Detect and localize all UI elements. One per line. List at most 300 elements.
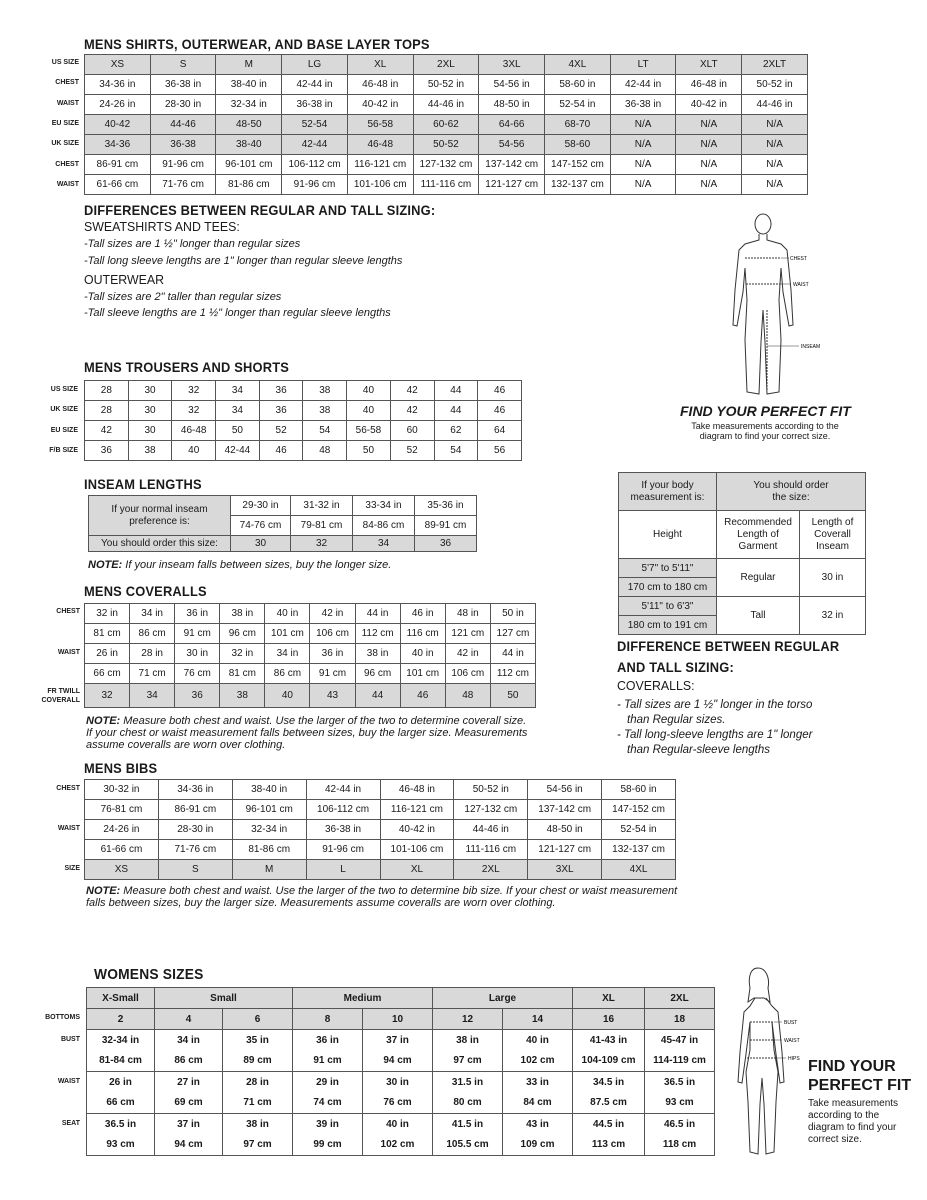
inseam-in-cell: 29-30 in — [231, 496, 291, 516]
coveralls-cell: 34 — [130, 684, 175, 708]
coveralls-size-table — [84, 603, 536, 708]
coveralls-cell: 81 cm — [220, 664, 265, 684]
womens-cell: 18 — [645, 1009, 715, 1030]
coveralls-cell: 86 cm — [265, 664, 310, 684]
inseam-in-cell: 33-34 in — [353, 496, 415, 516]
coveralls-cell: 32 — [85, 684, 130, 708]
fit-men-line-1: Take measurements according to the — [691, 421, 839, 431]
coveralls-cell: 42 in — [310, 604, 355, 624]
shirts-cell: 50-52 — [413, 135, 479, 155]
bibs-cell: 3XL — [528, 860, 602, 880]
shirts-cell: 61-66 cm — [85, 175, 151, 195]
shirts-cell: N/A — [610, 155, 676, 175]
bibs-cell: 116-121 cm — [380, 800, 454, 820]
trousers-cell: 30 — [128, 381, 172, 401]
womens-cell: 34 in — [155, 1030, 223, 1051]
cov-fr-label-2: COVERALL — [41, 697, 80, 704]
shirts-cell: 40-42 — [85, 115, 151, 135]
shirts-cell: 36-38 in — [150, 75, 216, 95]
womens-cell: 105.5 cm — [433, 1135, 503, 1156]
coveralls-cell: 112 cm — [355, 624, 400, 644]
shirts-cell: 32-34 in — [216, 95, 282, 115]
shirts-cell: 46-48 in — [347, 75, 413, 95]
womens-cell: 104-109 cm — [573, 1051, 645, 1072]
cov-r1a: 5'7" to 5'11" — [619, 559, 717, 578]
men-waist-label: WAIST — [793, 282, 809, 288]
womens-cell: 97 cm — [223, 1135, 293, 1156]
coveralls-cell: 91 cm — [175, 624, 220, 644]
bibs-cell: 24-26 in — [85, 820, 159, 840]
diff-outer-line-2: -Tall sleeve lengths are 1 ½" longer than regular sleeve lengths — [84, 307, 391, 319]
womens-cell: 29 in — [293, 1072, 363, 1093]
cov-r1-garment: Regular — [717, 559, 800, 597]
shirts-cell: 106-112 cm — [282, 155, 348, 175]
bibs-cell: 34-36 in — [158, 780, 232, 800]
shirts-cell: 24-26 in — [85, 95, 151, 115]
womens-size-table — [86, 987, 715, 1156]
trousers-cell: 60 — [390, 421, 434, 441]
bibs-cell: 81-86 cm — [232, 840, 306, 860]
shirts-cell: LT — [610, 55, 676, 75]
womens-cell: 31.5 in — [433, 1072, 503, 1093]
womens-cell: 36 in — [293, 1030, 363, 1051]
womens-cell: 37 in — [363, 1030, 433, 1051]
coveralls-cell: 38 — [220, 684, 265, 708]
coveralls-note — [86, 715, 606, 751]
coveralls-cell: 43 — [310, 684, 355, 708]
bibs-cell: 50-52 in — [454, 780, 528, 800]
trousers-cell: 40 — [172, 441, 216, 461]
coveralls-cell: 40 in — [265, 604, 310, 624]
w-bust-label: BUST — [60, 1036, 80, 1043]
bibs-cell: 4XL — [602, 860, 676, 880]
coveralls-cell: 48 in — [445, 604, 490, 624]
trousers-cell: 34 — [216, 381, 260, 401]
shirts-cell: 101-106 cm — [347, 175, 413, 195]
womens-cell: 41-43 in — [573, 1030, 645, 1051]
trousers-cell: 36 — [259, 401, 303, 421]
coveralls-cell: 30 in — [175, 644, 220, 664]
trousers-cell: 54 — [303, 421, 347, 441]
coveralls-cell: 106 cm — [310, 624, 355, 644]
womens-cell: 94 cm — [155, 1135, 223, 1156]
womens-cell: 102 cm — [363, 1135, 433, 1156]
shirts-cell: N/A — [742, 135, 808, 155]
diff-title: DIFFERENCES BETWEEN REGULAR AND TALL SIZING: — [84, 202, 436, 218]
coveralls-cell: 40 — [265, 684, 310, 708]
shirts-size-table — [84, 54, 808, 195]
coveralls-cell: 42 in — [445, 644, 490, 664]
coveralls-cell: 46 in — [400, 604, 445, 624]
bibs-cell: 52-54 in — [602, 820, 676, 840]
trousers-cell: 30 — [128, 401, 172, 421]
inseam-title: INSEAM LENGTHS — [84, 476, 202, 492]
shirts-cell: 46-48 — [347, 135, 413, 155]
womens-cell: 91 cm — [293, 1051, 363, 1072]
shirts-cell: 116-121 cm — [347, 155, 413, 175]
bibs-cell: 61-66 cm — [85, 840, 159, 860]
trousers-cell: 36 — [85, 441, 129, 461]
shirts-cell: 52-54 — [282, 115, 348, 135]
trousers-cell: 52 — [390, 441, 434, 461]
coveralls-cell: 76 cm — [175, 664, 220, 684]
bibs-cell: XL — [380, 860, 454, 880]
trousers-cell: 62 — [434, 421, 478, 441]
bibs-cell: 101-106 cm — [380, 840, 454, 860]
cov-col-garment: Recommended Length of Garment — [717, 511, 800, 559]
coveralls-cell: 44 in — [490, 644, 535, 664]
trousers-cell: 44 — [434, 381, 478, 401]
coveralls-cell: 36 in — [175, 604, 220, 624]
inseam-order-cell: 34 — [353, 536, 415, 552]
coveralls-cell: 96 cm — [355, 664, 400, 684]
cov-col-height: Height — [619, 511, 717, 559]
trousers-row-label: US SIZE — [50, 386, 78, 393]
bibs-cell: 58-60 in — [602, 780, 676, 800]
trousers-cell: 42 — [390, 401, 434, 421]
womens-cell: 71 cm — [223, 1093, 293, 1114]
coveralls-cell: 32 in — [85, 604, 130, 624]
womens-cell: 46.5 in — [645, 1114, 715, 1135]
bibs-cell: 36-38 in — [306, 820, 380, 840]
coveralls-cell: 116 cm — [400, 624, 445, 644]
inseam-pref-label: If your normal inseam preference is: — [89, 496, 231, 536]
womens-cell: 35 in — [223, 1030, 293, 1051]
coveralls-cell: 48 — [445, 684, 490, 708]
coveralls-cell: 36 in — [310, 644, 355, 664]
shirts-row-label: CHEST — [55, 79, 79, 87]
bibs-cell: 147-152 cm — [602, 800, 676, 820]
trousers-cell: 46 — [259, 441, 303, 461]
shirts-cell: 34-36 in — [85, 75, 151, 95]
fit-women-title-1: FIND YOUR — [808, 1058, 896, 1075]
inseam-order-cell: 30 — [231, 536, 291, 552]
shirts-cell: XLT — [676, 55, 742, 75]
shirts-cell: XS — [85, 55, 151, 75]
shirts-cell: 34-36 — [85, 135, 151, 155]
bibs-cell: 96-101 cm — [232, 800, 306, 820]
bibs-cell: 2XL — [454, 860, 528, 880]
womens-cell: 45-47 in — [645, 1030, 715, 1051]
coveralls-title: MENS COVERALLS — [84, 583, 207, 599]
womens-cell: 14 — [503, 1009, 573, 1030]
fit-women-block — [808, 1057, 918, 1146]
women-waist-label: WAIST — [784, 1038, 800, 1044]
inseam-note-bold: NOTE: — [88, 559, 123, 571]
coveralls-cell: 28 in — [130, 644, 175, 664]
shirts-row-label: WAIST — [56, 99, 79, 107]
bibs-cell: 132-137 cm — [602, 840, 676, 860]
trousers-cell: 56-58 — [347, 421, 391, 441]
womens-cell: 40 in — [503, 1030, 573, 1051]
coveralls-cell: 86 cm — [130, 624, 175, 644]
shirts-cell: M — [216, 55, 282, 75]
shirts-cell: 137-142 cm — [479, 155, 545, 175]
w-seat-label: SEAT — [61, 1120, 80, 1127]
bibs-cell: 86-91 cm — [158, 800, 232, 820]
fit-men-title: FIND YOUR PERFECT FIT — [680, 403, 851, 419]
womens-cell: 86 cm — [155, 1051, 223, 1072]
coveralls-cell: 101 cm — [400, 664, 445, 684]
bibs-cell: 44-46 in — [454, 820, 528, 840]
women-body-diagram — [728, 962, 808, 1162]
cov-waist-label: WAIST — [57, 649, 80, 656]
shirts-row-label: UK SIZE — [51, 140, 79, 148]
cov-diff-line-1: - Tall sizes are 1 ½" longer in the torso — [617, 699, 813, 711]
shirts-cell: LG — [282, 55, 348, 75]
bibs-cell: XS — [85, 860, 159, 880]
bibs-title: MENS BIBS — [84, 760, 158, 776]
shirts-cell: 50-52 in — [413, 75, 479, 95]
bibs-cell: 137-142 cm — [528, 800, 602, 820]
coveralls-cell: 38 in — [220, 604, 265, 624]
inseam-note-text: If your inseam falls between sizes, buy the longer size. — [122, 559, 392, 571]
men-body-diagram — [715, 210, 835, 400]
diff-sweat-line-1: -Tall sizes are 1 ½" longer than regular sizes — [84, 238, 301, 250]
bibs-note-1: Measure both chest and waist. Use the larger of the two to determine bib size. If your chest or waist measurement — [120, 885, 678, 897]
shirts-cell: N/A — [676, 175, 742, 195]
cov-note-bold: NOTE: — [86, 715, 121, 727]
inseam-in-cell: 31-32 in — [291, 496, 353, 516]
cov-diff-sub: COVERALLS: — [617, 678, 695, 693]
coveralls-cell: 81 cm — [85, 624, 130, 644]
womens-cell: 93 cm — [87, 1135, 155, 1156]
shirts-cell: S — [150, 55, 216, 75]
coverall-length-table — [618, 472, 866, 635]
womens-cell: 40 in — [363, 1114, 433, 1135]
coveralls-cell: 112 cm — [490, 664, 535, 684]
cov-diff-title-2: AND TALL SIZING: — [617, 659, 734, 675]
coveralls-cell: 101 cm — [265, 624, 310, 644]
trousers-cell: 48 — [303, 441, 347, 461]
fit-women-line-2: according to the — [808, 1110, 880, 1121]
diff-outer-title: OUTERWEAR — [84, 272, 165, 287]
bibs-note-bold: NOTE: — [86, 885, 121, 897]
cov-diff-line-3: - Tall long-sleeve lengths are 1" longer — [617, 729, 813, 741]
women-hips-label: HIPS — [788, 1056, 800, 1062]
shirts-cell: 121-127 cm — [479, 175, 545, 195]
womens-group-header: X-Small — [87, 988, 155, 1009]
womens-cell: 84 cm — [503, 1093, 573, 1114]
shirts-cell: 52-54 in — [545, 95, 611, 115]
shirts-cell: 147-152 cm — [545, 155, 611, 175]
cov-fr-label — [20, 687, 80, 705]
shirts-cell: 38-40 in — [216, 75, 282, 95]
shirts-cell: 36-38 in — [282, 95, 348, 115]
cov-note-2: If your chest or waist measurement falls between sizes, buy the larger size. Measurements — [86, 727, 528, 739]
coveralls-cell: 26 in — [85, 644, 130, 664]
womens-cell: 39 in — [293, 1114, 363, 1135]
trousers-cell: 46-48 — [172, 421, 216, 441]
womens-cell: 6 — [223, 1009, 293, 1030]
womens-cell: 43 in — [503, 1114, 573, 1135]
coveralls-cell: 44 in — [355, 604, 400, 624]
womens-cell: 118 cm — [645, 1135, 715, 1156]
shirts-cell: 44-46 — [150, 115, 216, 135]
shirts-cell: 96-101 cm — [216, 155, 282, 175]
womens-cell: 66 cm — [87, 1093, 155, 1114]
cov-fr-label-1: FR TWILL — [47, 688, 80, 695]
womens-cell: 81-84 cm — [87, 1051, 155, 1072]
bibs-cell: 111-116 cm — [454, 840, 528, 860]
womens-cell: 41.5 in — [433, 1114, 503, 1135]
womens-cell: 109 cm — [503, 1135, 573, 1156]
bibs-cell: 46-48 in — [380, 780, 454, 800]
womens-group-header: Small — [155, 988, 293, 1009]
shirts-title: MENS SHIRTS, OUTERWEAR, AND BASE LAYER TOPS — [84, 36, 430, 52]
shirts-cell: N/A — [676, 155, 742, 175]
bibs-waist-label: WAIST — [57, 825, 80, 832]
shirts-cell: 42-44 in — [282, 75, 348, 95]
shirts-cell: 91-96 cm — [282, 175, 348, 195]
trousers-cell: 38 — [303, 381, 347, 401]
coveralls-cell: 40 in — [400, 644, 445, 664]
trousers-cell: 28 — [85, 401, 129, 421]
shirts-cell: 40-42 in — [676, 95, 742, 115]
shirts-cell: 48-50 in — [479, 95, 545, 115]
bibs-cell: 40-42 in — [380, 820, 454, 840]
shirts-cell: 42-44 in — [610, 75, 676, 95]
womens-cell: 38 in — [433, 1030, 503, 1051]
bibs-cell: 121-127 cm — [528, 840, 602, 860]
trousers-cell: 38 — [303, 401, 347, 421]
trousers-cell: 34 — [216, 401, 260, 421]
w-waist-label: WAIST — [57, 1078, 80, 1085]
cov-head-left: If your body measurement is: — [619, 473, 717, 511]
trousers-cell: 44 — [434, 401, 478, 421]
shirts-cell: 86-91 cm — [85, 155, 151, 175]
inseam-cm-cell: 74-76 cm — [231, 516, 291, 536]
shirts-cell: 38-40 — [216, 135, 282, 155]
fit-women-line-1: Take measurements — [808, 1098, 899, 1109]
trousers-cell: 46 — [478, 381, 522, 401]
cov-r2-garment: Tall — [717, 597, 800, 635]
w-bottoms-label: BOTTOMS — [45, 1014, 80, 1021]
coveralls-cell: 66 cm — [85, 664, 130, 684]
shirts-cell: 132-137 cm — [545, 175, 611, 195]
womens-cell: 16 — [573, 1009, 645, 1030]
shirts-cell: 56-58 — [347, 115, 413, 135]
womens-cell: 32-34 in — [87, 1030, 155, 1051]
cov-r2a: 5'11" to 6'3" — [619, 597, 717, 616]
womens-group-header: Large — [433, 988, 573, 1009]
coveralls-cell: 121 cm — [445, 624, 490, 644]
inseam-cm-cell: 79-81 cm — [291, 516, 353, 536]
bibs-chest-label: CHEST — [56, 785, 80, 792]
shirts-cell: 4XL — [545, 55, 611, 75]
cov-head-right: You should order the size: — [717, 473, 866, 511]
shirts-cell: 64-66 — [479, 115, 545, 135]
shirts-cell: 2XL — [413, 55, 479, 75]
trousers-cell: 42-44 — [216, 441, 260, 461]
bibs-size-table — [84, 779, 676, 880]
men-inseam-label: INSEAM — [801, 344, 821, 350]
shirts-cell: 81-86 cm — [216, 175, 282, 195]
bibs-cell: 106-112 cm — [306, 800, 380, 820]
bibs-cell: 48-50 in — [528, 820, 602, 840]
bibs-cell: 76-81 cm — [85, 800, 159, 820]
fit-men-block — [680, 403, 850, 441]
womens-cell: 102 cm — [503, 1051, 573, 1072]
coveralls-cell: 34 in — [130, 604, 175, 624]
bibs-cell: L — [306, 860, 380, 880]
shirts-cell: 2XLT — [742, 55, 808, 75]
womens-cell: 2 — [87, 1009, 155, 1030]
bibs-cell: 127-132 cm — [454, 800, 528, 820]
shirts-cell: 44-46 in — [413, 95, 479, 115]
bibs-cell: 30-32 in — [85, 780, 159, 800]
womens-cell: 87.5 cm — [573, 1093, 645, 1114]
trousers-cell: 42 — [85, 421, 129, 441]
womens-cell: 33 in — [503, 1072, 573, 1093]
shirts-cell: 54-56 — [479, 135, 545, 155]
cov-r2-inseam: 32 in — [800, 597, 866, 635]
cov-col-inseam: Length of Coverall Inseam — [800, 511, 866, 559]
womens-cell: 27 in — [155, 1072, 223, 1093]
trousers-cell: 50 — [347, 441, 391, 461]
shirts-cell: 58-60 — [545, 135, 611, 155]
womens-cell: 114-119 cm — [645, 1051, 715, 1072]
inseam-order-cell: 36 — [415, 536, 477, 552]
shirts-cell: N/A — [610, 115, 676, 135]
shirts-cell: N/A — [610, 175, 676, 195]
shirts-cell: 36-38 — [150, 135, 216, 155]
womens-cell: 12 — [433, 1009, 503, 1030]
shirts-cell: 50-52 in — [742, 75, 808, 95]
womens-cell: 4 — [155, 1009, 223, 1030]
shirts-cell: 36-38 in — [610, 95, 676, 115]
cov-r1b: 170 cm to 180 cm — [619, 578, 717, 597]
womens-cell: 97 cm — [433, 1051, 503, 1072]
trousers-cell: 40 — [347, 401, 391, 421]
womens-cell: 28 in — [223, 1072, 293, 1093]
inseam-note — [88, 559, 391, 571]
trousers-cell: 46 — [478, 401, 522, 421]
coveralls-cell: 106 cm — [445, 664, 490, 684]
fit-women-title-2: PERFECT FIT — [808, 1077, 912, 1094]
fit-women-line-4: correct size. — [808, 1134, 862, 1145]
inseam-table — [88, 495, 477, 552]
shirts-cell: 111-116 cm — [413, 175, 479, 195]
cov-r2b: 180 cm to 191 cm — [619, 616, 717, 635]
womens-cell: 36.5 in — [87, 1114, 155, 1135]
trousers-cell: 56 — [478, 441, 522, 461]
trousers-cell: 54 — [434, 441, 478, 461]
diff-outer-line-1: -Tall sizes are 2" taller than regular sizes — [84, 291, 282, 303]
shirts-cell: 71-76 cm — [150, 175, 216, 195]
inseam-order-cell: 32 — [291, 536, 353, 552]
womens-group-header: XL — [573, 988, 645, 1009]
trousers-cell: 52 — [259, 421, 303, 441]
womens-cell: 26 in — [87, 1072, 155, 1093]
trousers-cell: 42 — [390, 381, 434, 401]
shirts-cell: 44-46 in — [742, 95, 808, 115]
womens-cell: 38 in — [223, 1114, 293, 1135]
cov-diff-title-1: DIFFERENCE BETWEEN REGULAR — [617, 638, 840, 654]
inseam-cm-cell: 84-86 cm — [353, 516, 415, 536]
bibs-size-label: SIZE — [64, 865, 80, 872]
trousers-cell: 32 — [172, 381, 216, 401]
shirts-cell: 3XL — [479, 55, 545, 75]
trousers-cell: 64 — [478, 421, 522, 441]
trousers-row-label: UK SIZE — [50, 406, 78, 414]
trousers-title: MENS TROUSERS AND SHORTS — [84, 359, 290, 375]
shirts-cell: N/A — [610, 135, 676, 155]
coveralls-cell: 96 cm — [220, 624, 265, 644]
bibs-note — [86, 885, 786, 909]
shirts-cell: 48-50 — [216, 115, 282, 135]
bibs-cell: M — [232, 860, 306, 880]
